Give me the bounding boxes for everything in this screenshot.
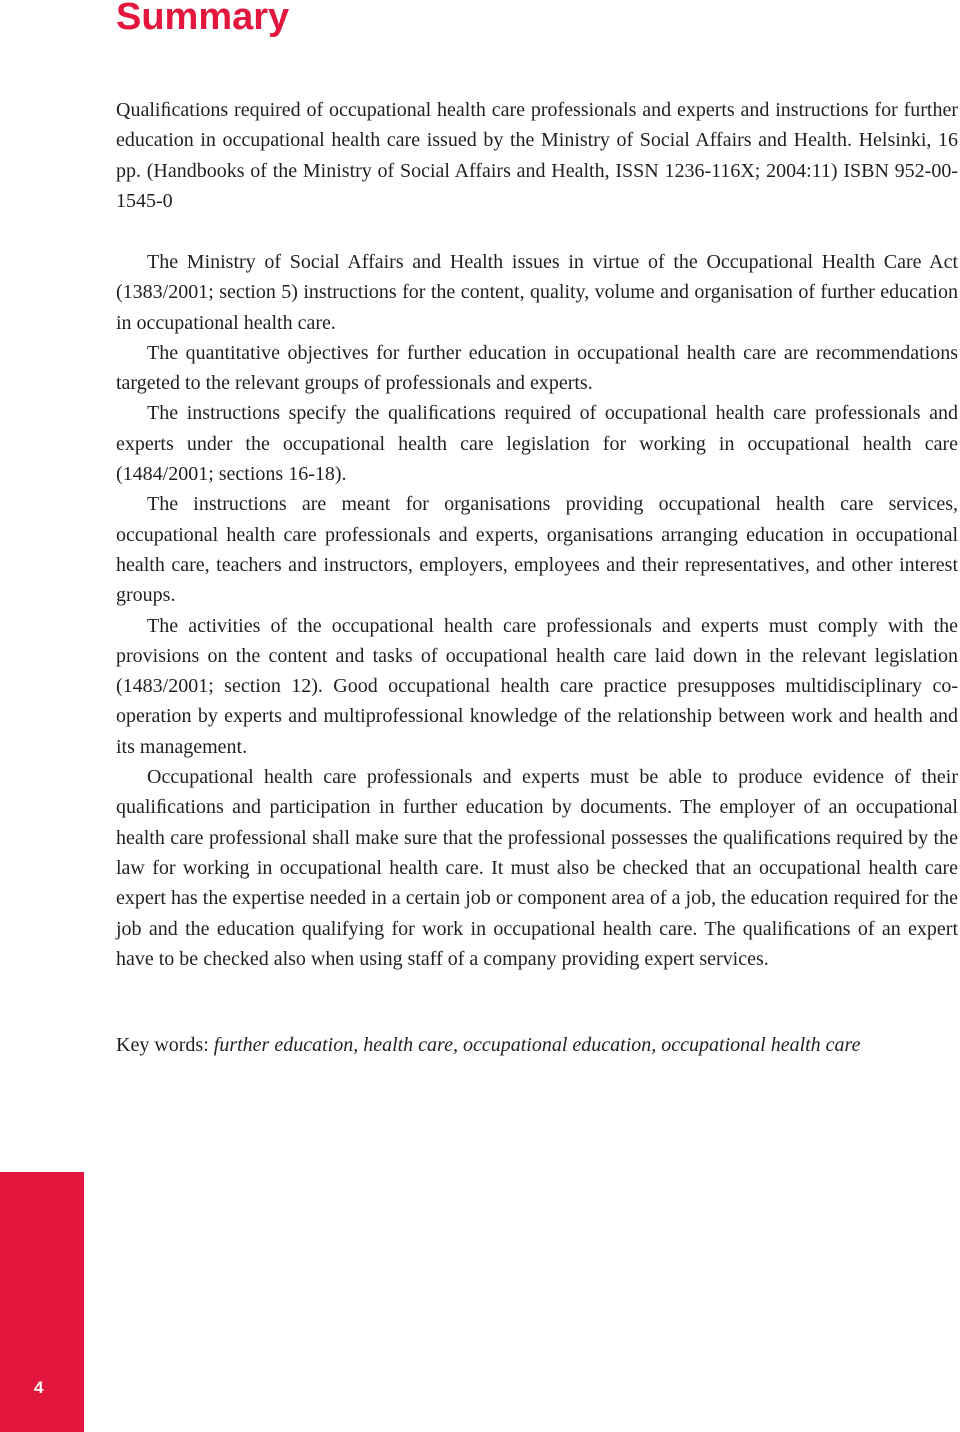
body-paragraph: The quantitative objectives for further education in occupational health care are recommendations targeted to the relevant groups of professionals and experts.: [116, 341, 958, 395]
keywords-terms: further education, health care, occupational education, occupational health care: [213, 1034, 861, 1056]
body-paragraph: Occupational health care professionals and experts must be able to produce evidence of their qualiﬁcations and participation in further education by documents. The employer of an occupational health care professional shall make sure that the professional possesses the qualiﬁcations required by the law for working in occupational health care. It must also be checked that an occupational health care expert has the expertise needed in a certain job or component area of a job, the education required for the job and the education qualifying for work in occupational health care. The qualiﬁcations of an expert have to be checked also when using staff of a company providing expert services.: [116, 766, 958, 970]
bibliographic-citation: Qualiﬁcations required of occupational health care professionals and experts and instructions for further education in occupational health care issued by the Ministry of Social Affairs and Health. Helsinki, 16 pp. (Handbooks of the Ministry of Social Affairs and Health, ISSN 1236-116X; 2004:11) ISBN 952-00-1545-0: [116, 99, 958, 212]
keywords-line: [116, 1030, 958, 1060]
body-paragraph: The Ministry of Social Affairs and Health issues in virtue of the Occupational Health Care Act (1383/2001; section 5) instructions for the content, quality, volume and organisation of further education in occupational health care.: [116, 251, 958, 334]
body-paragraph: The activities of the occupational health care professionals and experts must comply with the provisions on the content and tasks of occupational health care laid down in the relevant legislation (1483/2001; section 12). Good occupational health care practice presupposes multidisciplinary co-operation by experts and multiprofessional knowledge of the relationship between work and health and its management.: [116, 614, 958, 758]
body-paragraph: The instructions specify the qualiﬁcations required of occupational health care professionals and experts under the occupational health care legislation for working in occupational health care (1484/2001; sections 16-18).: [116, 402, 958, 486]
summary-body: [116, 247, 958, 974]
page-title: Summary: [116, 0, 290, 38]
body-paragraph: The instructions are meant for organisations providing occupational health care services, occupational health care professionals and experts, organisations arranging education in occupational health care, teachers and instructors, employers, employees and their representatives, and other interest groups.: [116, 493, 958, 607]
page-number: 4: [34, 1378, 44, 1397]
keywords-label: Key words:: [116, 1034, 209, 1056]
